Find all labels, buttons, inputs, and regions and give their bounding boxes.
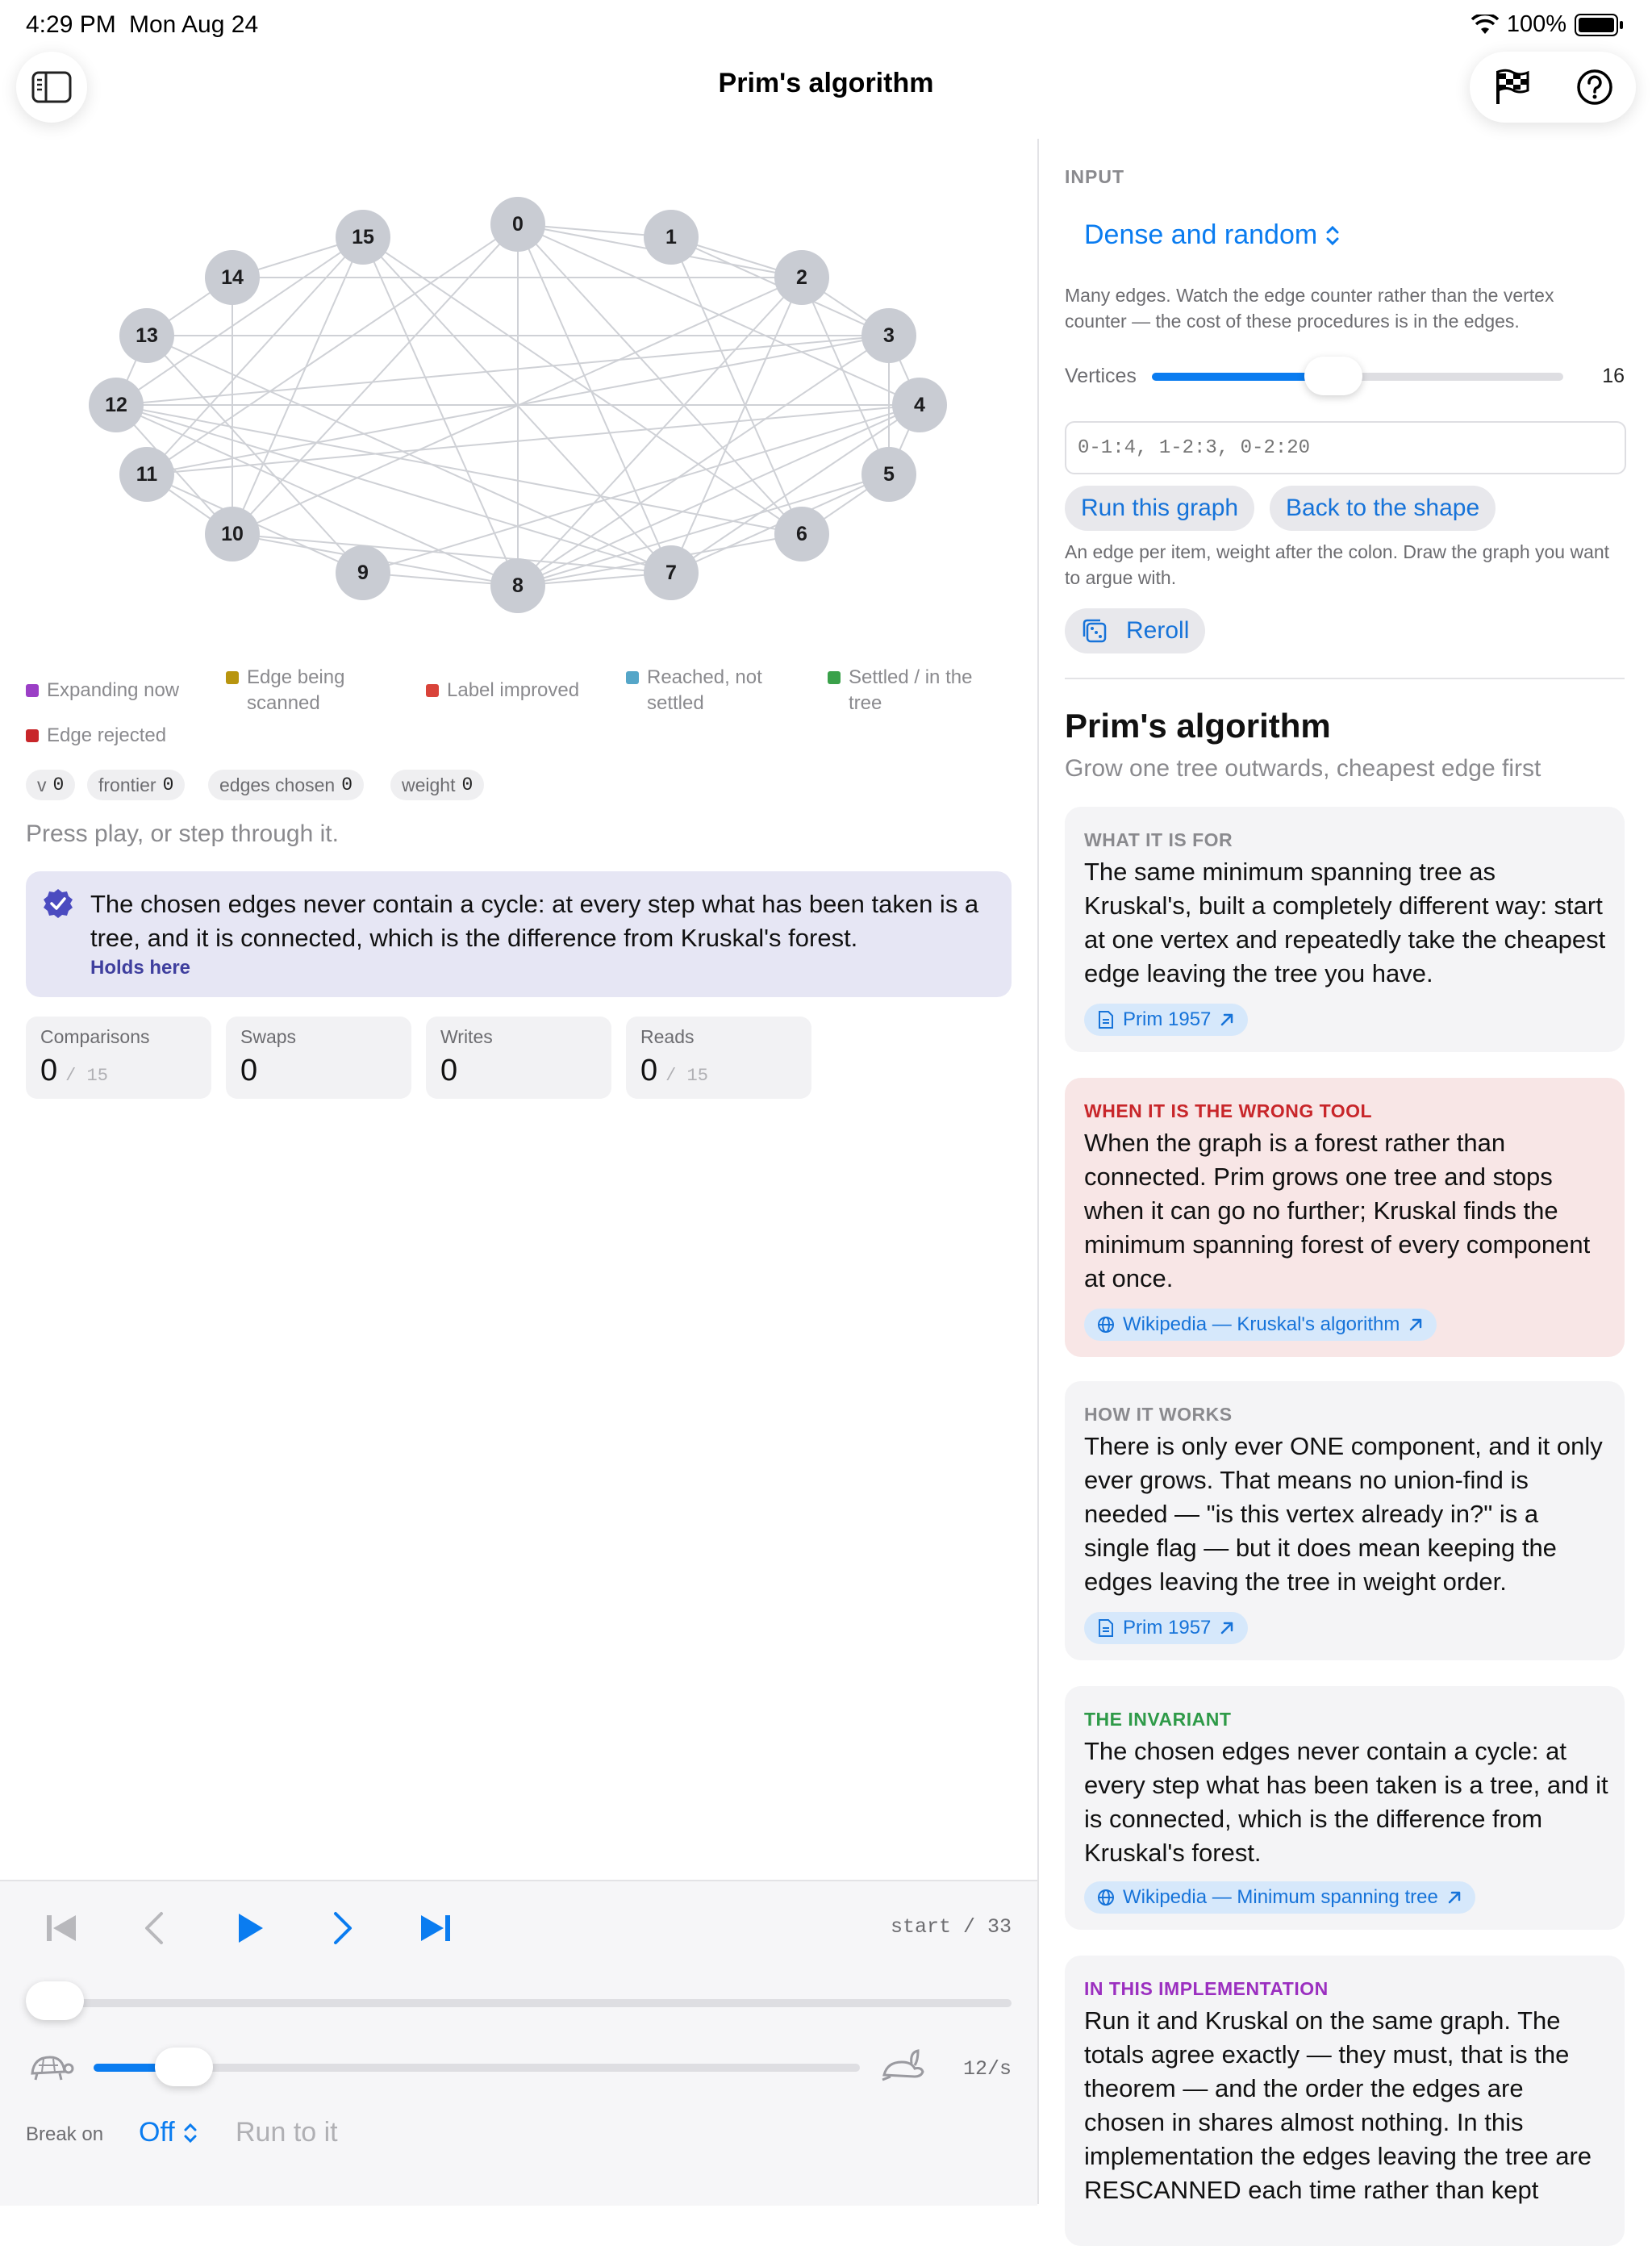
wifi-icon: [1471, 15, 1499, 35]
graph-node[interactable]: [119, 447, 174, 502]
vertices-label: Vertices: [1065, 365, 1137, 387]
tortoise-icon: [27, 2051, 74, 2083]
globe-icon: [1097, 1888, 1115, 1907]
legend-item: [626, 665, 771, 716]
chip-value: 0: [341, 774, 353, 795]
card-body: When the graph is a forest rather than connected. Prim grows one tree and stops when it can go no further; Kruskal finds the minimum spanning forest of every component at once.: [1084, 1129, 1591, 1292]
chevron-up-down-icon: [1325, 224, 1340, 247]
graph-edge: [147, 224, 518, 474]
chevron-up-down-icon: [183, 2122, 198, 2144]
stat-value-row: [440, 1054, 457, 1088]
preset-select[interactable]: [1084, 219, 1340, 251]
legend-swatch: [26, 684, 39, 697]
legend-label: Settled / in the tree: [849, 666, 973, 714]
external-arrow-icon: [1446, 1889, 1462, 1906]
graph-node-label: 10: [221, 523, 244, 545]
run-to-it-button[interactable]: Run to it: [236, 2117, 338, 2148]
card-link-label: Prim 1957: [1123, 1617, 1212, 1639]
graph-node-label: 14: [221, 266, 244, 289]
graph-node[interactable]: [644, 545, 699, 600]
graph-node[interactable]: [205, 507, 260, 562]
legend-item: [26, 678, 187, 703]
input-section-label: INPUT: [1065, 166, 1124, 187]
stat-max: / 15: [665, 1066, 708, 1086]
graph-node-label: 7: [665, 562, 677, 584]
card-heading: WHEN IT IS THE WRONG TOOL: [1084, 1100, 1373, 1121]
chip-value: 0: [461, 774, 473, 795]
graph-node[interactable]: [861, 447, 916, 502]
card-heading: WHAT IT IS FOR: [1084, 829, 1233, 850]
edges-input[interactable]: [1065, 421, 1626, 474]
stat-value: 0: [240, 1054, 258, 1088]
status-time: 4:29 PM: [26, 11, 116, 38]
run-graph-button[interactable]: Run this graph: [1065, 486, 1254, 531]
vertices-value: 16: [1602, 365, 1625, 387]
graph-edge: [518, 336, 889, 586]
algorithm-title: Prim's algorithm: [1065, 707, 1331, 745]
timeline-track[interactable]: [26, 1999, 1012, 2007]
chip-value: 0: [162, 774, 174, 795]
graph-node[interactable]: [490, 197, 545, 252]
info-card: [1065, 1078, 1625, 1357]
card-link-label: Wikipedia — Kruskal's algorithm: [1123, 1313, 1400, 1335]
battery-icon: [1575, 14, 1618, 36]
graph-node-label: 9: [357, 562, 369, 584]
stat-label: Swaps: [240, 1026, 297, 1047]
graph-canvas: [0, 139, 1037, 655]
counter-chip: [208, 770, 364, 800]
legend-label: Edge rejected: [47, 724, 167, 746]
break-on-label: Break on: [26, 2123, 104, 2145]
card-body: The chosen edges never contain a cycle: at every step what has been taken is a tree, and it is connected, which is the difference from Kruskal's forest.: [1084, 1737, 1608, 1867]
chip-label: weight: [402, 774, 456, 795]
card-link-label: Wikipedia — Minimum spanning tree: [1123, 1886, 1438, 1908]
dice-icon: [1081, 617, 1108, 645]
column-divider: [1037, 139, 1039, 2204]
status-bar: [0, 0, 1652, 52]
graph-node[interactable]: [892, 378, 947, 432]
legend-label: Edge being scanned: [247, 666, 345, 714]
graph-node[interactable]: [205, 250, 260, 305]
card-body: Run it and Kruskal on the same graph. The totals agree exactly — they must, that is the theorem — and the order the edges are chosen in shares almost nothing. In this implementation the edges leaving the tree are RESCANNED each time rather than kept: [1084, 2006, 1592, 2204]
graph-node[interactable]: [89, 378, 144, 432]
play-icon[interactable]: [232, 1909, 268, 1948]
legend-swatch: [426, 684, 439, 697]
speed-thumb[interactable]: [155, 2048, 213, 2086]
stat-value-row: [240, 1054, 257, 1088]
question-icon: [1576, 69, 1613, 106]
skip-to-start-icon[interactable]: [44, 1910, 79, 1946]
legend-label: Expanding now: [47, 679, 180, 701]
info-card: [1065, 1686, 1625, 1930]
stat-value: 0: [440, 1054, 458, 1088]
graph-node-label: 15: [352, 226, 374, 248]
playback-controls: [0, 1880, 1037, 2206]
info-card: [1065, 807, 1625, 1052]
step-forward-icon[interactable]: [326, 1910, 358, 1946]
step-back-icon[interactable]: [139, 1910, 171, 1946]
section-divider: [1065, 678, 1625, 679]
stat-value-row: [640, 1054, 708, 1088]
graph-node-label: 5: [883, 463, 895, 486]
invariant-banner: [26, 871, 1012, 997]
stat-card: [626, 1017, 811, 1099]
graph-node-label: 13: [136, 324, 158, 347]
graph-node-label: 3: [883, 324, 895, 347]
external-arrow-icon: [1219, 1620, 1235, 1636]
graph-node[interactable]: [336, 210, 390, 265]
legend-item: [26, 723, 219, 749]
speed-value: 12/s: [962, 2057, 1012, 2081]
skip-to-end-icon[interactable]: [418, 1910, 453, 1946]
toolbar-actions: [1470, 52, 1636, 123]
document-icon: [1097, 1618, 1115, 1638]
card-heading: HOW IT WORKS: [1084, 1404, 1233, 1425]
graph-node[interactable]: [861, 308, 916, 363]
stat-card: [26, 1017, 211, 1099]
graph-node-label: 4: [914, 394, 925, 416]
graph-node[interactable]: [774, 507, 829, 562]
card-heading: THE INVARIANT: [1084, 1709, 1232, 1730]
graph-node-label: 2: [796, 266, 807, 289]
graph-node[interactable]: [644, 210, 699, 265]
graph-node[interactable]: [774, 250, 829, 305]
legend-item: [426, 678, 620, 703]
legend-swatch: [226, 671, 239, 684]
external-arrow-icon: [1219, 1012, 1235, 1028]
legend-label: Reached, not settled: [647, 666, 762, 714]
graph-node-label: 8: [512, 574, 524, 597]
graph-node-label: 12: [105, 394, 127, 416]
chip-label: v: [37, 774, 47, 795]
status-right: [1471, 11, 1623, 38]
globe-icon: [1097, 1315, 1115, 1334]
stat-card: [226, 1017, 411, 1099]
status-date: Mon Aug 24: [129, 11, 259, 38]
verified-check-icon: [42, 887, 74, 920]
checkered-flag-icon: [1494, 69, 1529, 106]
graph-node-label: 1: [665, 226, 677, 248]
vertices-thumb[interactable]: [1304, 357, 1362, 395]
document-icon: [1097, 1010, 1115, 1029]
chip-label: edges chosen: [219, 774, 336, 795]
card-reference-link[interactable]: [1084, 1612, 1248, 1644]
stat-value: 0: [40, 1054, 58, 1088]
card-reference-link[interactable]: [1084, 1881, 1475, 1914]
graph-node-label: 0: [512, 213, 524, 236]
goal-button[interactable]: [1470, 52, 1553, 123]
edges-help: An edge per item, weight after the colon. Draw the graph you want to argue with.: [1065, 541, 1610, 588]
stat-label: Writes: [440, 1026, 493, 1047]
stat-value-row: [40, 1054, 108, 1088]
timeline-thumb[interactable]: [26, 1981, 84, 2020]
graph-node-label: 11: [136, 463, 158, 486]
stat-value: 0: [640, 1054, 658, 1088]
algorithm-subtitle: Grow one tree outwards, cheapest edge first: [1065, 755, 1541, 782]
legend-swatch: [626, 671, 639, 684]
legend-item: [226, 665, 371, 716]
legend-swatch: [26, 729, 39, 742]
legend-swatch: [828, 671, 841, 684]
reroll-label: Reroll: [1126, 617, 1190, 644]
back-to-shape-button[interactable]: Back to the shape: [1270, 486, 1496, 531]
stat-label: Reads: [640, 1026, 695, 1047]
break-on-value: Off: [139, 2117, 175, 2148]
hint-text: Press play, or step through it.: [26, 820, 339, 847]
counter-chip: [390, 770, 484, 800]
card-body: The same minimum spanning tree as Kruskal's, built a completely different way: start at one vertex and repeatedly take the cheapest edge leaving the tree you have.: [1084, 858, 1606, 987]
legend-label: Label improved: [447, 679, 580, 701]
card-heading: IN THIS IMPLEMENTATION: [1084, 1978, 1329, 1999]
legend-item: [828, 665, 973, 716]
reroll-button[interactable]: [1065, 608, 1205, 653]
chip-value: 0: [52, 774, 65, 795]
graph-node-label: 6: [796, 523, 807, 545]
invariant-text: The chosen edges never contain a cycle: at every step what has been taken is a tree, and it is connected, which is the difference from Kruskal's forest.: [90, 890, 979, 952]
step-position: start / 33: [890, 1915, 1012, 1939]
page-title: Prim's algorithm: [718, 68, 934, 98]
stat-label: Comparisons: [40, 1026, 150, 1047]
help-button[interactable]: [1553, 52, 1636, 123]
info-card: [1065, 1956, 1625, 2246]
card-link-label: Prim 1957: [1123, 1008, 1212, 1030]
battery-percent: 100%: [1506, 11, 1566, 37]
stat-card: [426, 1017, 611, 1099]
graph-node[interactable]: [119, 308, 174, 363]
info-card: [1065, 1381, 1625, 1660]
preset-value: Dense and random: [1084, 219, 1318, 250]
card-body: There is only ever ONE component, and it only ever grows. That means no union-find is needed — "is this vertex already in?" is a single flag — but it does mean keeping the edges leaving the tree in weight order.: [1084, 1432, 1603, 1596]
preset-description: Many edges. Watch the edge counter rather than the vertex counter — the cost of these procedures is in the edges.: [1065, 285, 1554, 332]
stat-max: / 15: [65, 1066, 108, 1086]
card-reference-link[interactable]: [1084, 1004, 1248, 1036]
counter-chip: [26, 770, 75, 800]
break-on-select[interactable]: [139, 2117, 198, 2148]
graph-node[interactable]: [336, 545, 390, 600]
graph-edge: [518, 224, 671, 573]
external-arrow-icon: [1408, 1317, 1424, 1333]
chip-label: frontier: [98, 774, 156, 795]
counter-chip: [87, 770, 185, 800]
holds-here-link[interactable]: Holds here: [90, 957, 191, 979]
graph-node[interactable]: [490, 558, 545, 613]
hare-icon: [879, 2049, 926, 2083]
card-reference-link[interactable]: [1084, 1309, 1437, 1341]
